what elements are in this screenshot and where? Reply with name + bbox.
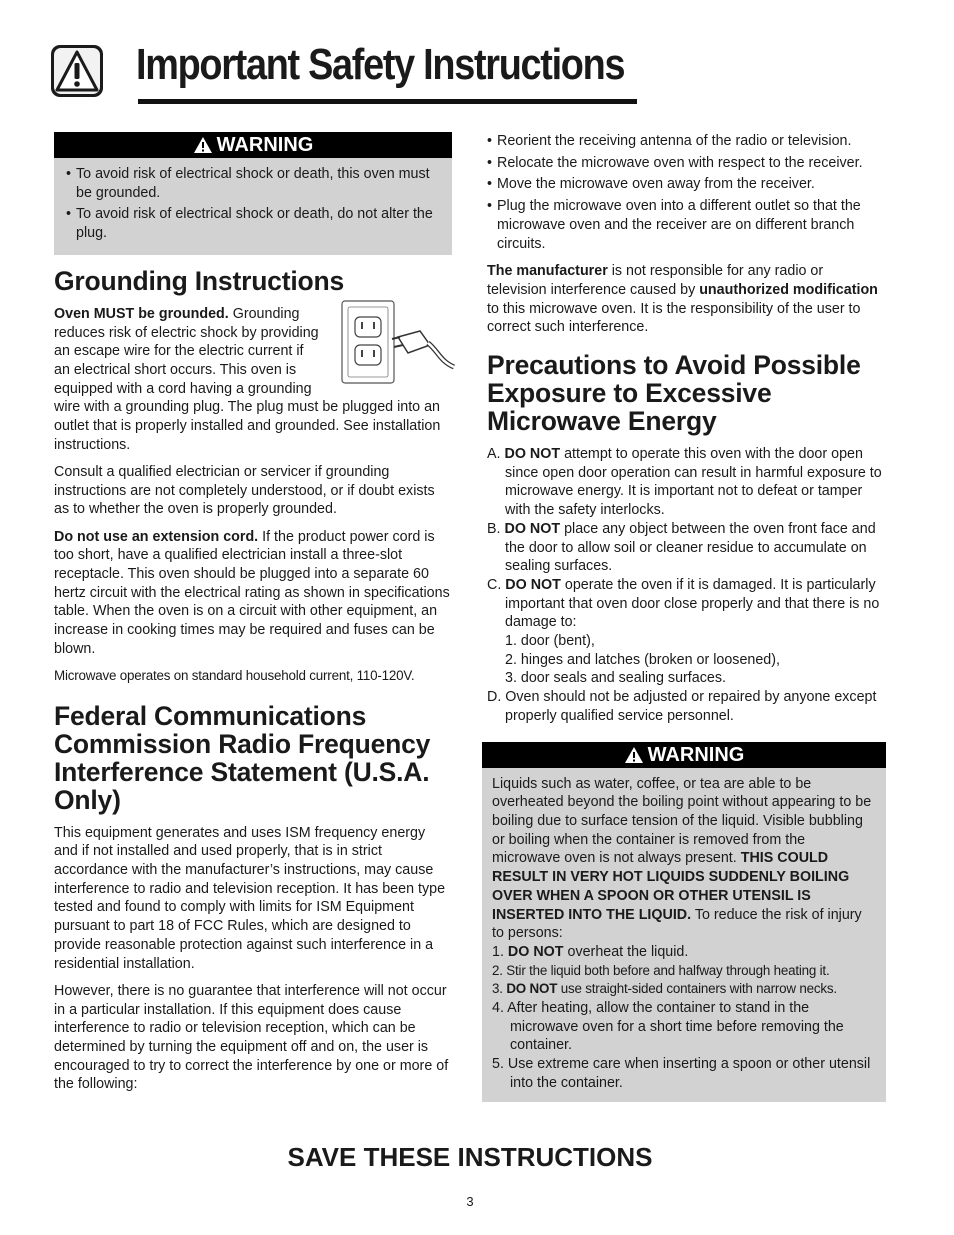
item-text: place any object between the oven front face and the door to allow soil or cleaner residue to accumulate on sealing surfaces. <box>505 520 876 575</box>
item-text: Oven should not be adjusted or repaired by anyone except properly qualified service personnel. <box>501 689 877 724</box>
warning-label: WARNING <box>647 743 745 766</box>
emphasis-text: DO NOT <box>504 520 561 537</box>
damage-sublist-item: 2. hinges and latches (broken or loosened), <box>505 651 780 668</box>
emphasis-text: Oven MUST be grounded. <box>54 305 229 322</box>
step-text: overheat the liquid. <box>563 943 689 960</box>
fcc-remedy-list <box>487 132 885 253</box>
warning-label: WARNING <box>216 134 314 156</box>
warning-step-3 <box>492 980 876 999</box>
fcc-paragraph-1: This equipment generates and uses ISM frequency energy and if not installed and used properly, that is in strict accordance with the manufacturer’s instructions, may cause interference to radio and television reception. It has been type tested and found to comply with limits for ISM Equipment pursuant to part 18 of FCC Rules, which are designed to provide reasonable protection against such interference in a residential installation. <box>54 824 446 972</box>
left-column <box>54 132 452 1103</box>
list-item: • Relocate the microwave oven with respect to the receiver. <box>487 154 885 173</box>
warning-step-5: 5. Use extreme care when inserting a spoon or other utensil into the container. <box>492 1056 871 1091</box>
warning-paragraph <box>492 775 876 943</box>
section-heading-fcc: Federal Communications Commission Radio Frequency Interference Statement (U.S.A. Only) <box>54 700 431 815</box>
list-item: • Reorient the receiving antenna of the radio or television. <box>487 132 885 151</box>
warning-box-liquids <box>482 742 886 1102</box>
emphasis-text: DO NOT <box>507 943 564 960</box>
list-item: • Move the microwave oven away from the receiver. <box>487 175 885 194</box>
item-text: operate the oven if it is damaged. It is particularly important that oven door close properly and that there is no damage to: <box>505 576 880 631</box>
warning-list <box>66 165 440 243</box>
damage-sublist-item: 1. door (bent), <box>505 633 595 650</box>
list-item: • To avoid risk of electrical shock or death, do not alter the plug. <box>66 205 440 242</box>
warning-header <box>482 742 886 768</box>
paragraph-text: Grounding reduces risk of electric shock by providing an escape wire for the electric current if an electrical short occurs. This oven is equipped with a cord having a grounding wire with a grounding plug. The plug must be plugged into an outlet that is properly installed and grounded. See installation instructions. <box>54 305 441 453</box>
item-text: attempt to operate this oven with the door open since open door operation can result in harmful exposure to microwave energy. It is important not to defeat or tamper with the safety interlocks. <box>505 446 882 519</box>
page-title: Important Safety Instructions <box>136 40 625 89</box>
emphasis-text: Do not use an extension cord. <box>54 528 259 545</box>
paragraph-text: To reduce the risk of injury to persons: <box>492 906 862 942</box>
grounding-paragraph-4: Microwave operates on standard household current, 110-120V. <box>54 667 415 683</box>
manufacturer-paragraph <box>487 262 885 337</box>
precaution-item-c <box>487 576 885 632</box>
step-text: use straight-sided containers with narrow necks. <box>557 981 837 997</box>
save-instructions-heading: SAVE THESE INSTRUCTIONS <box>287 1142 653 1172</box>
warning-step-4: 4. After heating, allow the container to stand in the microwave oven for a short time before removing the container. <box>492 1000 844 1054</box>
paragraph-text: If the product power cord is too short, have a qualified electrician install a three-slot receptacle. This oven should be plugged into a separate 60 hertz circuit with the electrical rating as shown in specifications table. When the oven is on a circuit with other equipment, an increase in cooking times may be required and fuses can be blown. <box>54 528 450 657</box>
grounding-paragraph-2: Consult a qualified electrician or servicer if grounding instructions are not completely understood, or if doubt exists as to whether the oven is properly grounded. <box>54 463 435 518</box>
paragraph-text: is not responsible for any radio or television interference caused by <box>487 263 824 298</box>
item-letter: B. <box>487 520 501 537</box>
list-item: • To avoid risk of electrical shock or death, this oven must be grounded. <box>66 165 440 202</box>
item-letter: A. <box>487 446 501 463</box>
paragraph-text: Liquids such as water, coffee, or tea are able to be overheated beyond the boiling point without appearing to be boiling due to surface tension of the liquid. Visible bubbling or boiling when the container is removed from the microwave oven is not always present. <box>492 775 872 867</box>
warning-header <box>54 132 452 158</box>
grounding-paragraph-3 <box>54 528 452 659</box>
right-column <box>487 132 885 1114</box>
fcc-paragraph-2: However, there is no guarantee that interference will not occur in a particular installation. If this equipment does cause interference to radio or television reception, which can be determined by turning the equipment off and on, the user is encouraged to try to correct the interference by one or more of the following: <box>54 982 449 1093</box>
emphasis-text: THIS COULD RESULT IN VERY HOT LIQUIDS SUDDENLY BOILING OVER WHEN A SPOON OR OTHER UTENSIL IS INSERTED INTO THE LIQUID. <box>492 850 850 923</box>
page-number: 3 <box>466 1194 474 1209</box>
section-heading-grounding: Grounding Instructions <box>54 265 345 296</box>
damage-sublist-item: 3. door seals and sealing surfaces. <box>505 670 726 687</box>
warning-triangle-icon <box>193 136 213 154</box>
precaution-item-b <box>487 520 885 576</box>
paragraph-text: to this microwave oven. It is the responsibility of the user to correct such interference. <box>487 300 861 336</box>
precaution-item-d <box>487 688 885 725</box>
warning-step-2: 2. Stir the liquid both before and halfway through heating it. <box>492 962 830 978</box>
step-number: 3. <box>492 981 503 997</box>
title-rule <box>138 99 637 104</box>
emphasis-text: DO NOT <box>505 576 561 593</box>
item-letter: D. <box>487 689 502 706</box>
warning-step-1 <box>492 943 876 962</box>
emphasis-text: The manufacturer <box>487 263 608 280</box>
emphasis-text: unauthorized modification <box>699 281 878 298</box>
precaution-item-a <box>487 445 885 520</box>
step-number: 1. <box>492 943 504 960</box>
item-letter: C. <box>487 576 502 593</box>
outlet-plug-illustration <box>328 299 456 387</box>
section-heading-precautions: Precautions to Avoid Possible Exposure to Excessive Microwave Energy <box>487 350 861 437</box>
emphasis-text: DO NOT <box>506 981 558 997</box>
grounding-paragraph-1 <box>54 305 452 455</box>
list-item: • Plug the microwave oven into a different outlet so that the microwave oven and the receiver are on different branch circuits. <box>487 197 885 253</box>
warning-triangle-icon <box>624 746 644 764</box>
emphasis-text: DO NOT <box>504 446 561 463</box>
warning-box-grounding <box>54 132 452 255</box>
warning-triangle-icon <box>50 44 104 98</box>
